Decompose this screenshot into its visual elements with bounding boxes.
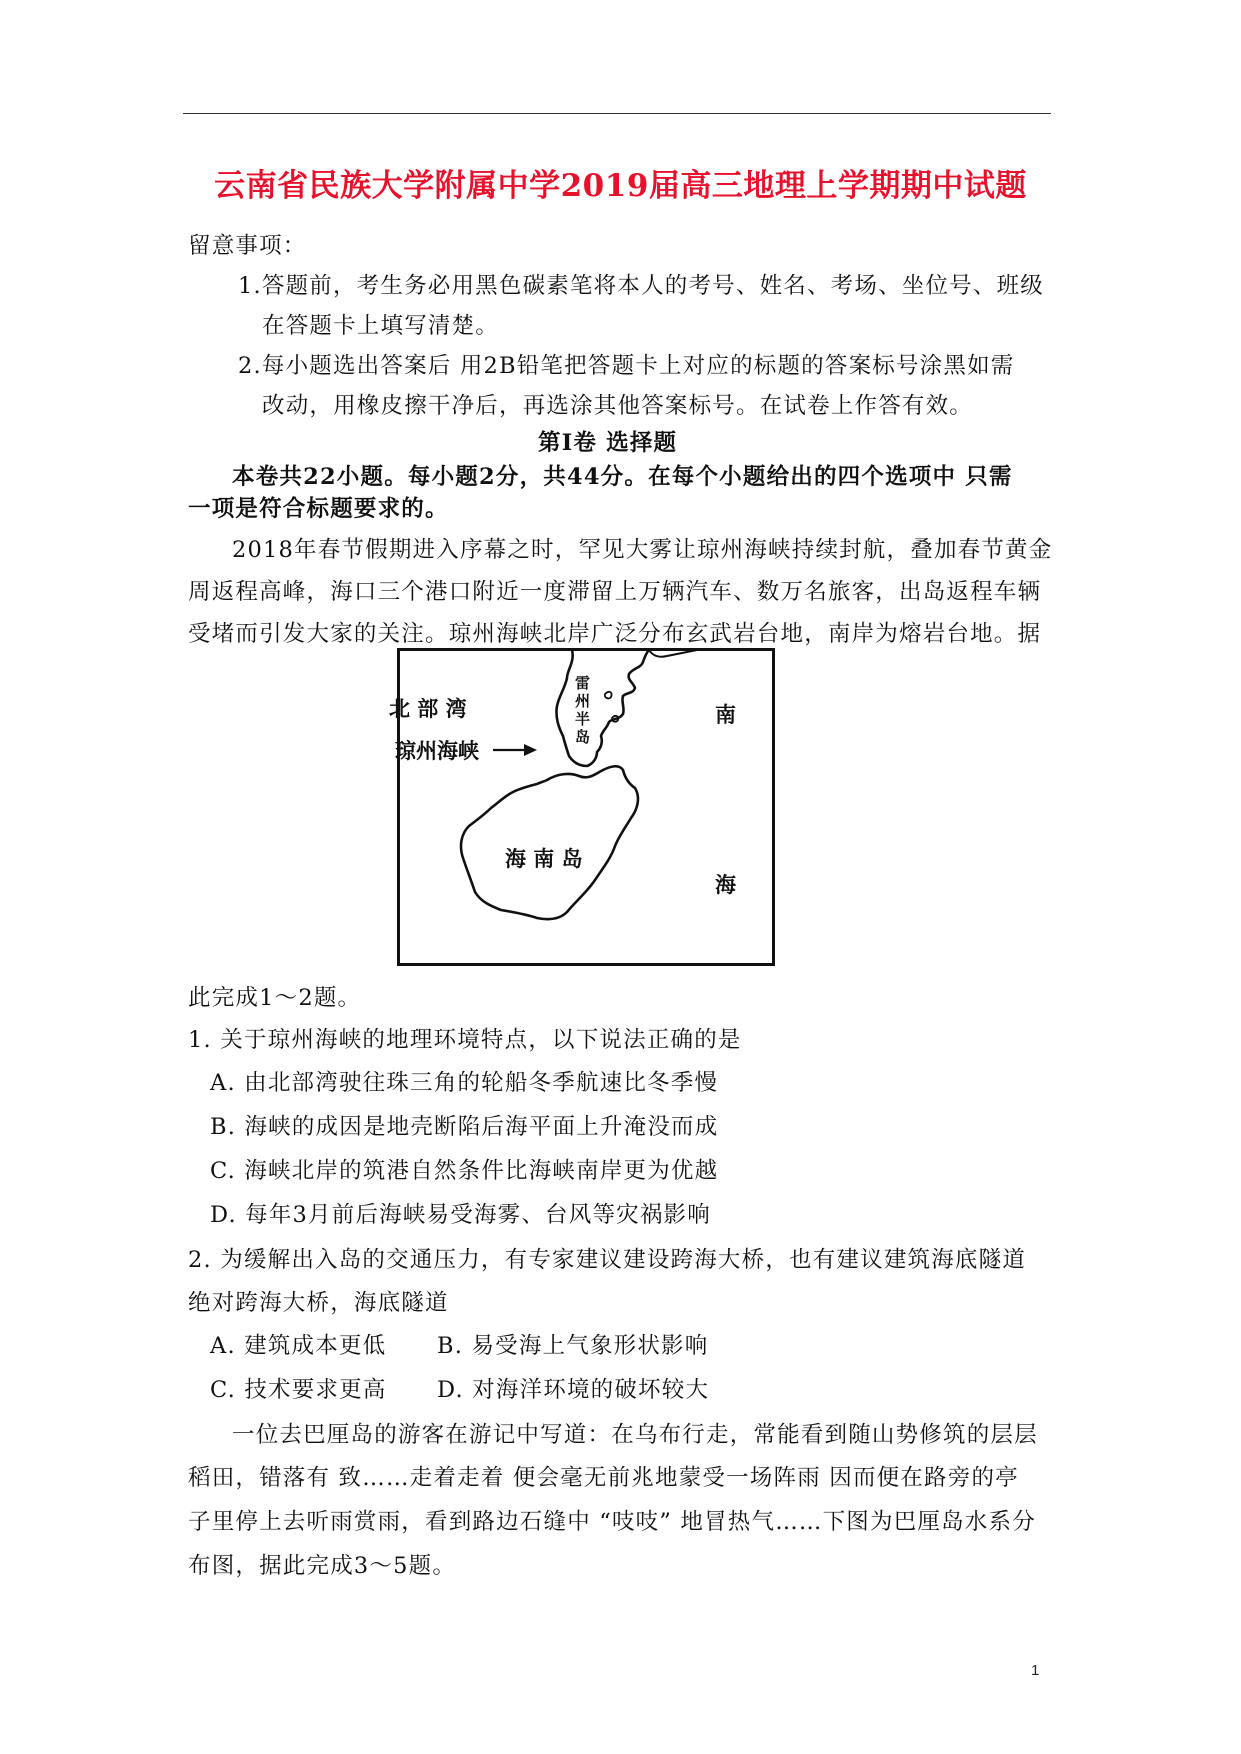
page-title: 云南省民族大学附属中学2019届高三地理上学期期中试题 (214, 168, 1027, 204)
map-label-qiongzhou-strait: 琼州海峡 (395, 739, 479, 763)
q2-option-d: D. 对海洋环境的破坏较大 (437, 1377, 710, 1403)
q2-option-c: C. 技术要求更高 (210, 1377, 387, 1403)
passage-2-line-2: 稻田，错落有 致……走着走着 便会毫无前兆地蒙受一场阵雨 因而便在路旁的亭 (188, 1465, 1019, 1491)
q2-option-b: B. 易受海上气象形状影响 (437, 1333, 709, 1359)
section-instruction-line-1: 本卷共22小题。每小题2分，共44分。在每个小题给出的四个选项中 只需 (232, 464, 1013, 490)
q2-stem-line-2: 绝对跨海大桥，海底隧道 (188, 1290, 449, 1316)
map-label-south-sea-2: 海 (715, 873, 736, 897)
notes-heading: 留意事项： (188, 233, 307, 259)
map-label-peninsula-1: 雷 (575, 674, 591, 692)
page-number: 1 (1031, 1662, 1040, 1679)
passage-1-line-4: 此完成1～2题。 (188, 985, 362, 1011)
qiongzhou-strait-map (389, 648, 775, 966)
note-item-1-line-1: 1.答题前，考生务必用黑色碳素笔将本人的考号、姓名、考场、坐位号、班级 (238, 273, 1044, 299)
section-heading: 第Ⅰ卷 选择题 (538, 430, 678, 456)
passage-2-line-4: 布图，据此完成3～5题。 (188, 1553, 457, 1579)
passage-1-line-1: 2018年春节假期进入序幕之时，罕见大雾让琼州海峡持续封航，叠加春节黄金 (232, 537, 1053, 563)
note-item-2-line-1: 2.每小题选出答案后 用2B铅笔把答题卡上对应的标题的答案标号涂黑如需 (238, 353, 1015, 379)
q1-option-c: C. 海峡北岸的筑港自然条件比海峡南岸更为优越 (210, 1158, 719, 1184)
map-label-south-sea-1: 南 (715, 703, 736, 727)
q1-option-b: B. 海峡的成因是地壳断陷后海平面上升淹没而成 (210, 1114, 719, 1140)
map-label-peninsula-4: 岛 (575, 728, 591, 746)
note-item-2-line-2: 改动，用橡皮擦干净后，再选涂其他答案标号。在试卷上作答有效。 (262, 393, 974, 419)
note-item-1-line-2: 在答题卡上填写清楚。 (262, 313, 500, 339)
passage-1-line-3: 受堵而引发大家的关注。琼州海峡北岸广泛分布玄武岩台地，南岸为熔岩台地。据 (188, 621, 1042, 647)
q1-stem: 1. 关于琼州海峡的地理环境特点，以下说法正确的是 (188, 1027, 742, 1053)
q1-option-d: D. 每年3月前后海峡易受海雾、台风等灾祸影响 (210, 1202, 711, 1228)
passage-2-line-1: 一位去巴厘岛的游客在游记中写道：在乌布行走，常能看到随山势修筑的层层 (232, 1422, 1038, 1448)
q1-option-a: A. 由北部湾驶往珠三角的轮船冬季航速比冬季慢 (210, 1070, 719, 1096)
q2-stem-line-1: 2. 为缓解出入岛的交通压力，有专家建议建设跨海大桥，也有建议建筑海底隧道 (188, 1247, 1027, 1273)
passage-2-line-3: 子里停上去听雨赏雨，看到路边石缝中 “吱吱” 地冒热气……下图为巴厘岛水系分 (188, 1509, 1036, 1535)
map-label-peninsula-3: 半 (575, 710, 591, 728)
passage-1-line-2: 周返程高峰，海口三个港口附近一度滞留上万辆汽车、数万名旅客，出岛返程车辆 (188, 579, 1042, 605)
header-rule (183, 113, 1051, 114)
map-label-hainan-island: 海 南 岛 (505, 847, 583, 871)
q2-option-a: A. 建筑成本更低 (210, 1333, 387, 1359)
map-label-peninsula-2: 州 (575, 692, 591, 710)
map-label-beibu-gulf: 北 部 湾 (389, 697, 467, 721)
section-instruction-line-2: 一项是符合标题要求的。 (188, 496, 449, 522)
